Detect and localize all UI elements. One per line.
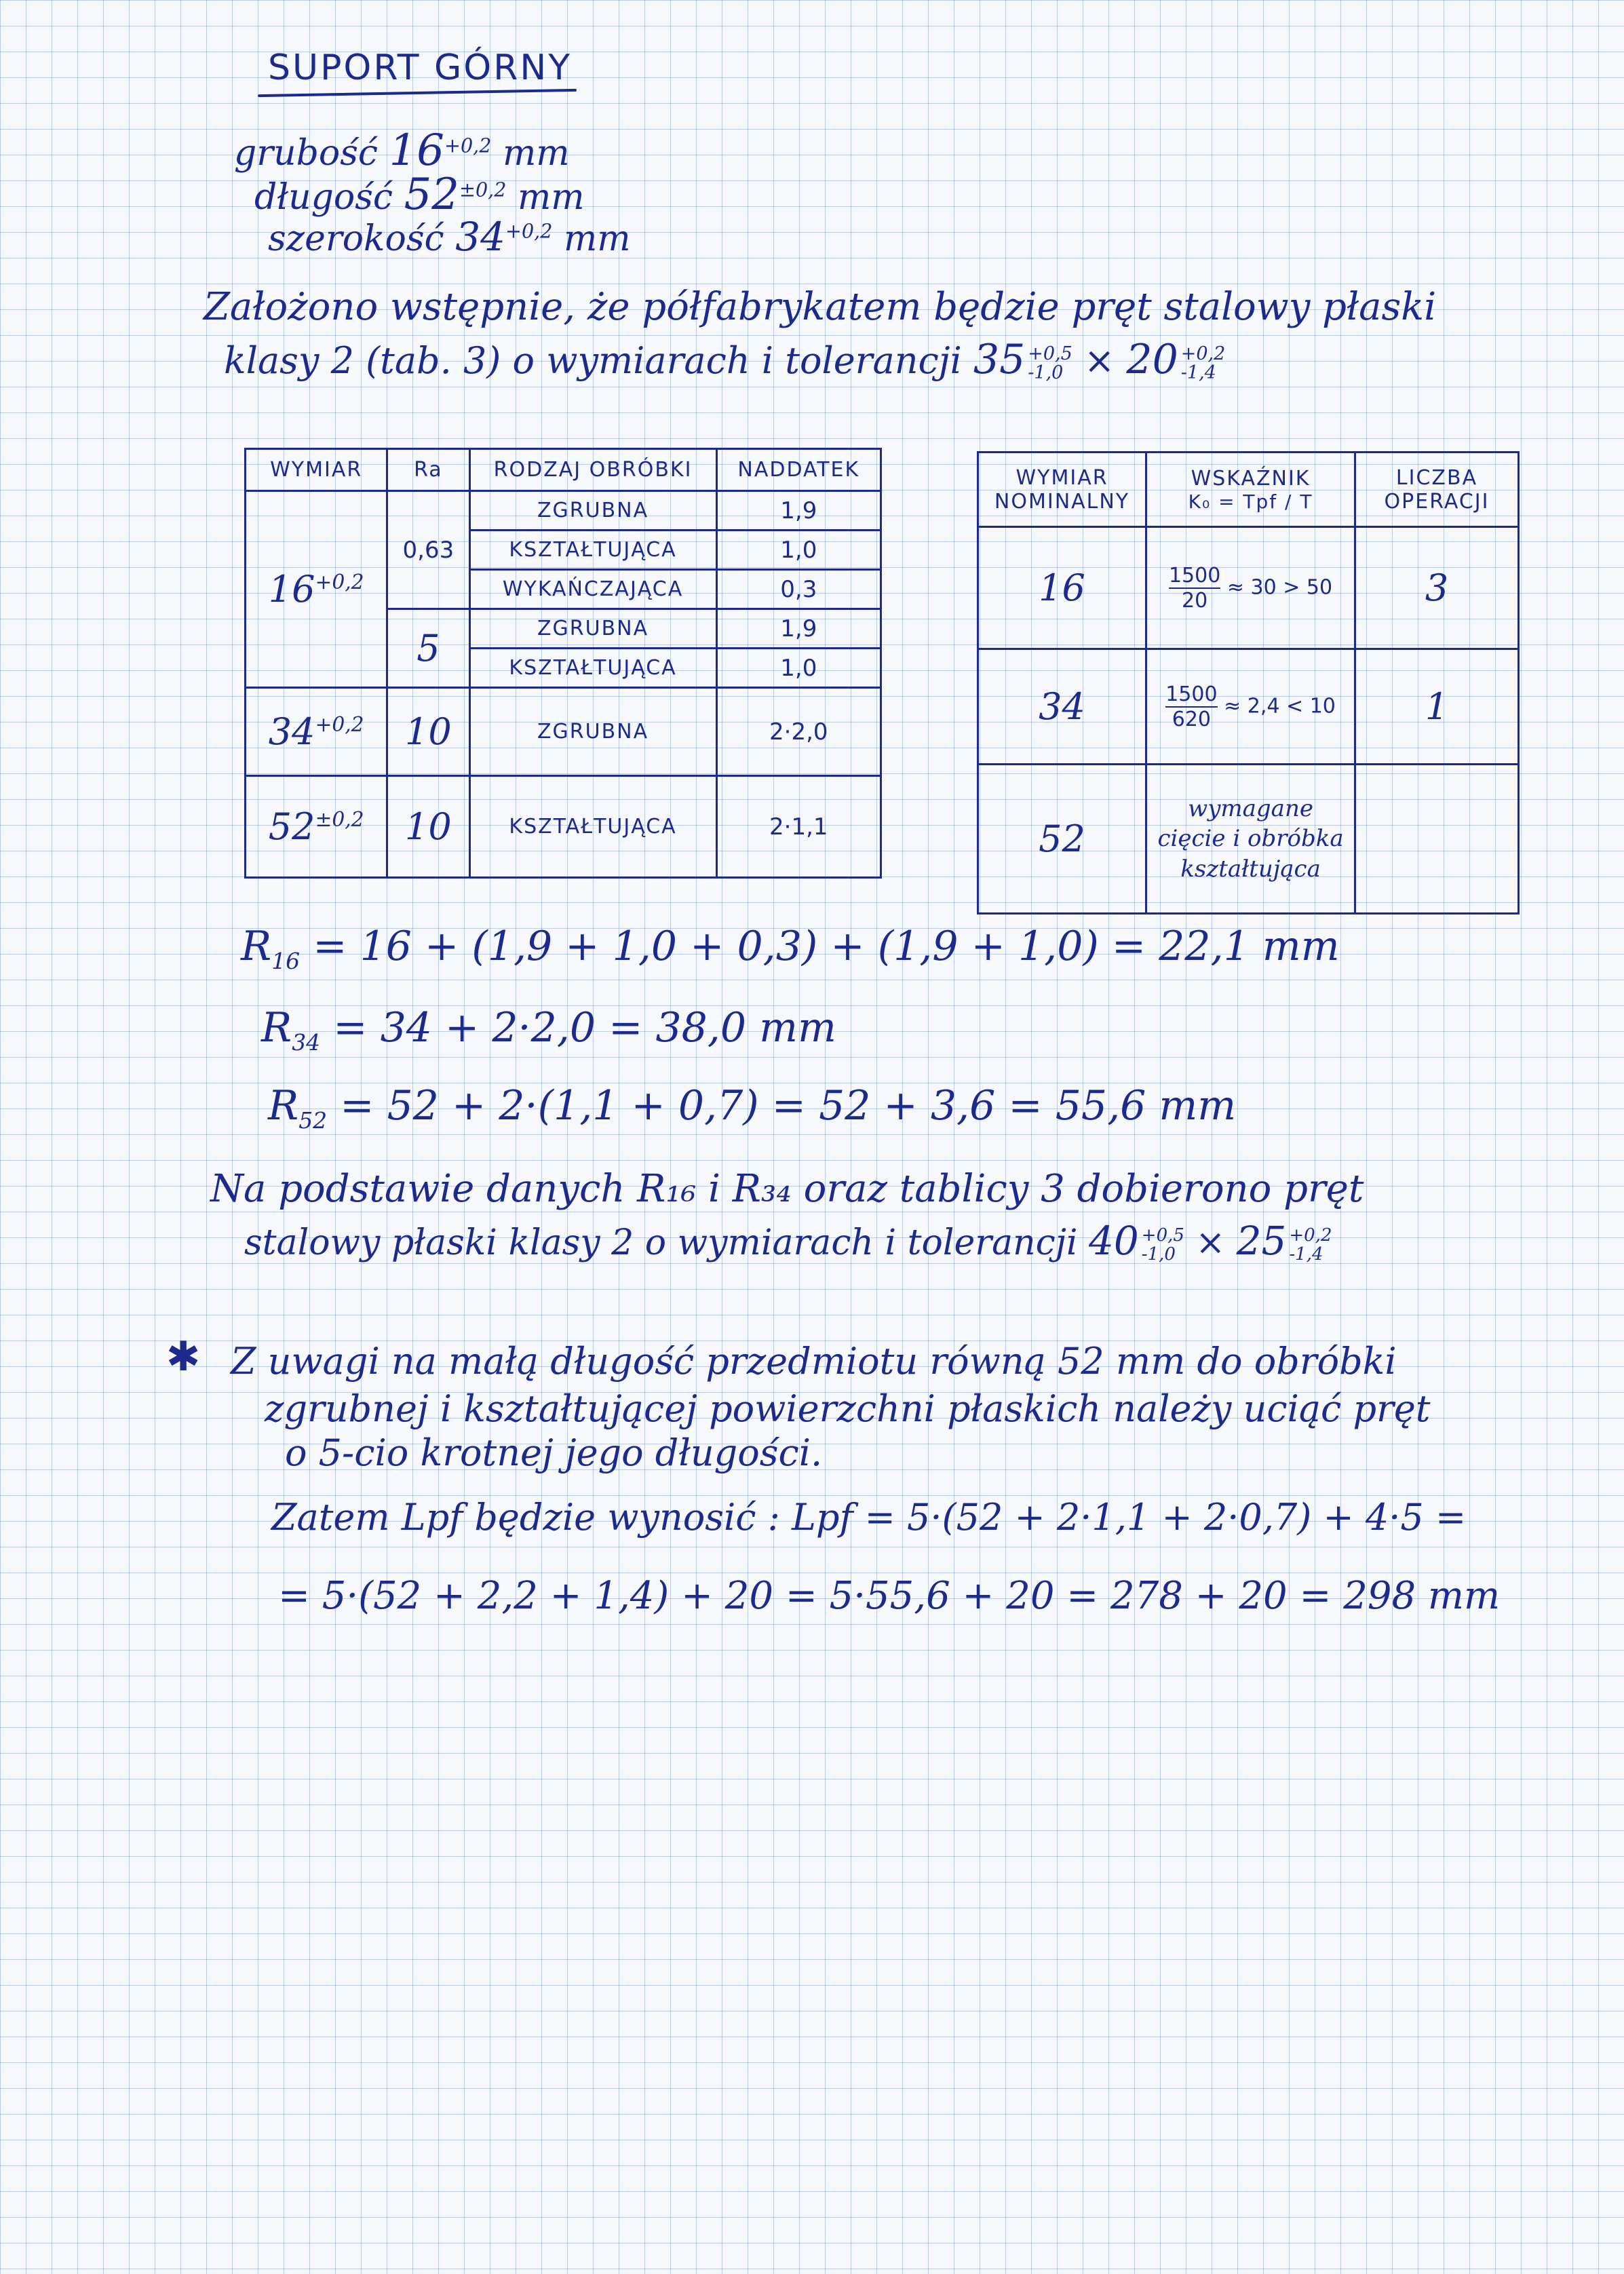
cell-wymiar: 34 <box>978 649 1146 765</box>
note-line1: Z uwagi na małą długość przedmiotu równą 52 mm do obróbki <box>231 1340 1397 1383</box>
operations-count-table <box>977 451 1520 914</box>
cell-rodzaj: ZGRUBNA <box>469 609 716 649</box>
cell-wymiar: 16 <box>978 527 1146 649</box>
cell-naddatek: 2·1,1 <box>716 776 881 878</box>
col-liczba-operacji: LICZBA OPERACJI <box>1355 452 1519 527</box>
cell-wymiar: $34^{+0,2}$ <box>246 688 387 776</box>
equation-r52: $R_{52} = 52 + 2\cdot(1,1 + 0,7) = 52 + 3,6 = 55,6$ mm <box>268 1082 1237 1134</box>
cell-naddatek: 1,9 <box>716 491 881 531</box>
cell-wskaznik: $\frac{1500}{620}$ ≈ 2,4 < 10 <box>1146 649 1355 765</box>
final-line1: Zatem Lpf będzie wynosić : Lpf = 5·(52 + 2·1,1 + 2·0,7) + 4·5 = <box>271 1496 1467 1539</box>
cell-ra: 10 <box>387 688 469 776</box>
cell-wskaznik: wymagane cięcie i obróbka kształtująca <box>1146 765 1355 914</box>
dim-szerokosc: szerokość $34^{+0,2}$ mm <box>268 214 631 260</box>
cell-naddatek: 0,3 <box>716 570 881 609</box>
cell-ra: 5 <box>387 609 469 688</box>
table-row <box>246 688 881 776</box>
cell-liczba <box>1355 765 1519 914</box>
cell-wymiar: 52 <box>978 765 1146 914</box>
table-row <box>246 776 881 878</box>
col-wymiar-nominalny: WYMIAR NOMINALNY <box>978 452 1146 527</box>
equation-r16: $R_{16} = 16 + (1,9 + 1,0 + 0,3) + (1,9 + 1,0) = 22,1$ mm <box>241 923 1340 974</box>
table-row <box>246 491 881 531</box>
cell-naddatek: 1,0 <box>716 649 881 688</box>
cell-naddatek: 2·2,0 <box>716 688 881 776</box>
title-underline <box>258 89 577 97</box>
cell-liczba: 3 <box>1355 527 1519 649</box>
dim-grubosc: grubość $16^{+0,2}$ mm <box>234 126 570 176</box>
para1-line2: klasy 2 (tab. 3) o wymiarach i tolerancji 35 +0,5 -1,0 × 20 +0,2 -1,4 <box>224 336 1226 383</box>
cell-wymiar: $16^{+0,2}$ <box>246 491 387 688</box>
note-line3: o 5-cio krotnej jego długości. <box>285 1431 823 1474</box>
cell-rodzaj: ZGRUBNA <box>469 491 716 531</box>
para1-line1: Założono wstępnie, że półfabrykatem będzie pręt stalowy płaski <box>204 285 1437 329</box>
cell-rodzaj: ZGRUBNA <box>469 688 716 776</box>
machining-allowance-table <box>244 448 882 879</box>
col-wymiar: WYMIAR <box>246 449 387 491</box>
final-line2: = 5·(52 + 2,2 + 1,4) + 20 = 5·55,6 + 20 = 278 + 20 = 298 mm <box>278 1574 1501 1618</box>
cell-naddatek: 1,0 <box>716 531 881 570</box>
cell-wskaznik: $\frac{1500}{20}$ ≈ 30 > 50 <box>1146 527 1355 649</box>
cell-rodzaj: KSZTAŁTUJĄCA <box>469 649 716 688</box>
note-line2: zgrubnej i kształtującej powierzchni płaskich należy uciąć pręt <box>265 1387 1431 1430</box>
cell-rodzaj: WYKAŃCZAJĄCA <box>469 570 716 609</box>
cell-ra: 10 <box>387 776 469 878</box>
cell-ra: 0,63 <box>387 491 469 609</box>
dim-dlugosc: długość $52^{\pm 0,2}$ mm <box>254 170 585 220</box>
table-row <box>978 765 1519 914</box>
equation-r34: $R_{34} = 34 + 2\cdot 2,0 = 38,0$ mm <box>261 1004 836 1056</box>
table-row <box>978 649 1519 765</box>
cell-liczba: 1 <box>1355 649 1519 765</box>
page-title: SUPORT GÓRNY <box>268 47 573 88</box>
cell-naddatek: 1,9 <box>716 609 881 649</box>
col-naddatek: NADDATEK <box>716 449 881 491</box>
table-row <box>978 527 1519 649</box>
cell-wymiar: $52^{\pm 0,2}$ <box>246 776 387 878</box>
asterisk-icon: ✱ <box>166 1333 201 1381</box>
col-wskaznik: WSKAŹNIK K₀ = Tpf / T <box>1146 452 1355 527</box>
para2-line2: stalowy płaski klasy 2 o wymiarach i tolerancji 40 +0,5 -1,0 × 25 +0,2 -1,4 <box>244 1218 1332 1265</box>
para2-line1: Na podstawie danych R₁₆ i R₃₄ oraz tablicy 3 dobierono pręt <box>210 1167 1364 1211</box>
cell-rodzaj: KSZTAŁTUJĄCA <box>469 776 716 878</box>
col-rodzaj: RODZAJ OBRÓBKI <box>469 449 716 491</box>
cell-rodzaj: KSZTAŁTUJĄCA <box>469 531 716 570</box>
col-ra: Ra <box>387 449 469 491</box>
